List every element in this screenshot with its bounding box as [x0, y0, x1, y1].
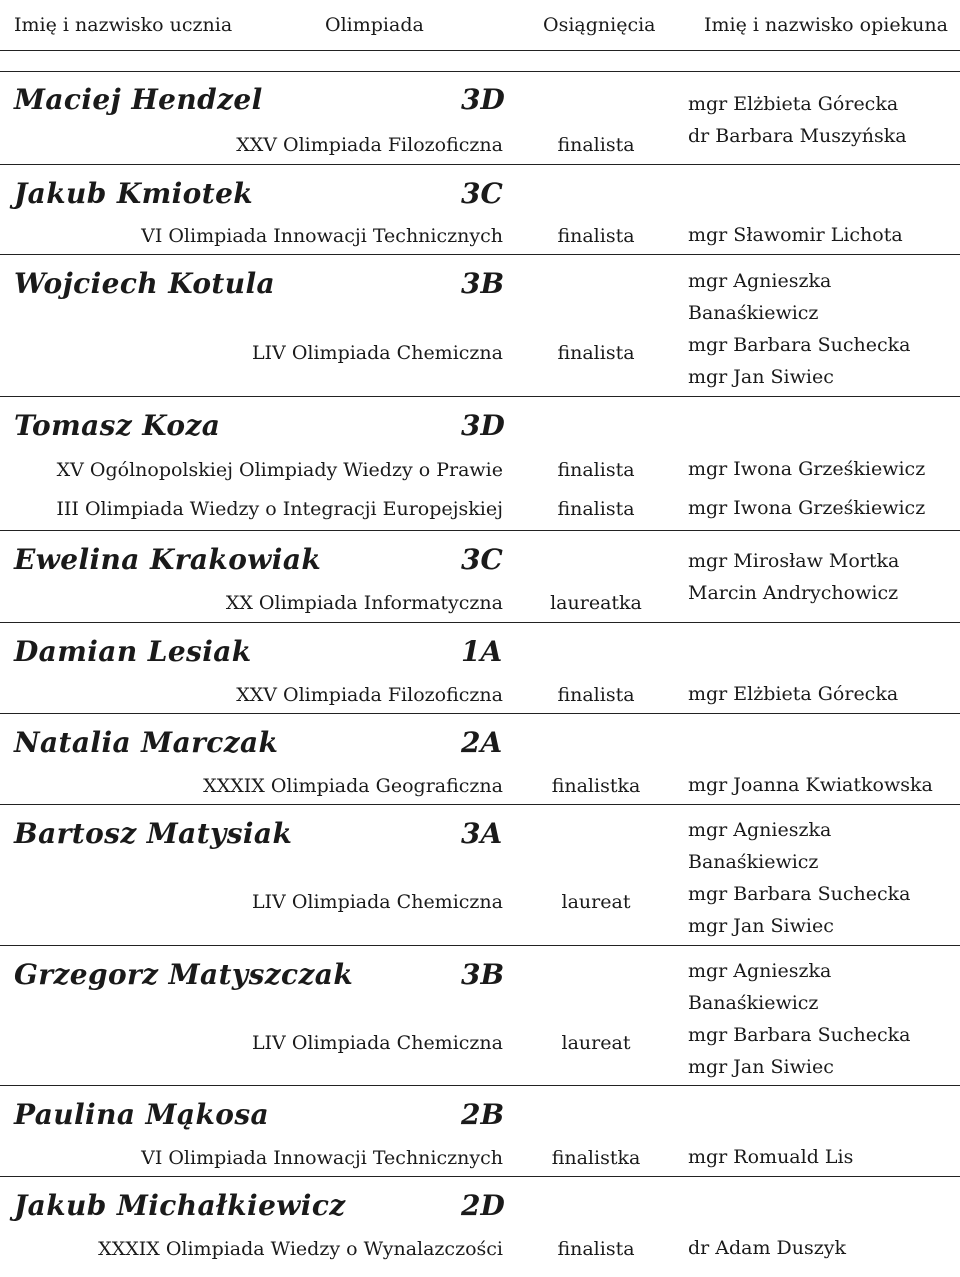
olympiad-name: LIV Olimpiada Chemiczna — [251, 891, 503, 913]
table-row — [0, 1177, 960, 1277]
tutor-name: mgr Agnieszka — [688, 270, 832, 292]
header-olympiad: Olimpiada — [325, 14, 424, 36]
table-row — [0, 255, 960, 397]
tutor-name: Banaśkiewicz — [688, 302, 819, 324]
header-student: Imię i nazwisko ucznia — [14, 14, 233, 36]
olympiad-name: LIV Olimpiada Chemiczna — [251, 1032, 503, 1054]
student-class: 3B — [461, 267, 505, 300]
olympiad-name: XXXIX Olimpiada Geograficzna — [203, 775, 503, 797]
student-class: 3B — [461, 958, 505, 991]
tutor-name: mgr Jan Siwiec — [688, 1056, 834, 1078]
olympiad-name: XXV Olimpiada Filozoficzna — [236, 134, 503, 156]
olympiad-name: LIV Olimpiada Chemiczna — [251, 342, 503, 364]
achievement: finalistka — [551, 775, 641, 797]
table-row — [0, 165, 960, 255]
achievement: laureat — [561, 891, 631, 913]
table-row — [0, 71, 960, 165]
results-table — [0, 71, 960, 1277]
student-class: 1A — [461, 635, 503, 668]
olympiad-name: XV Ogólnopolskiej Olimpiady Wiedzy o Prawie — [56, 459, 503, 481]
header-tutor: Imię i nazwisko opiekuna — [704, 14, 948, 36]
student-class: 2D — [461, 1189, 505, 1222]
student-name: Damian Lesiak — [14, 635, 252, 668]
tutor-list — [688, 814, 958, 942]
olympiad-name: XX Olimpiada Informatyczna — [225, 592, 503, 614]
table-row — [0, 946, 960, 1086]
table-row — [0, 805, 960, 946]
tutor-name: mgr Agnieszka — [688, 960, 832, 982]
student-name: Jakub Kmiotek — [14, 177, 254, 210]
student-name: Ewelina Krakowiak — [14, 543, 322, 576]
student-class: 3C — [461, 543, 503, 576]
achievement: laureatka — [550, 592, 642, 614]
table-row — [0, 531, 960, 623]
tutor-name: mgr Barbara Suchecka — [688, 1024, 911, 1046]
student-name: Paulina Mąkosa — [14, 1098, 270, 1131]
tutor-name: mgr Iwona Grześkiewicz — [688, 497, 926, 519]
tutor-list — [688, 955, 958, 1083]
tutor-name: mgr Elżbieta Górecka — [688, 683, 899, 705]
tutor-list — [688, 1141, 958, 1173]
student-name: Grzegorz Matyszczak — [14, 958, 354, 991]
student-class: 3D — [461, 83, 505, 116]
achievement: finalista — [557, 684, 635, 706]
tutor-list — [688, 219, 958, 251]
tutor-name: mgr Romuald Lis — [688, 1146, 854, 1168]
olympiad-name: III Olimpiada Wiedzy o Integracji Europejskiej — [56, 498, 503, 520]
tutor-list — [688, 769, 958, 801]
student-name: Wojciech Kotula — [14, 267, 276, 300]
tutor-name: mgr Iwona Grześkiewicz — [688, 458, 926, 480]
tutor-name: mgr Elżbieta Górecka — [688, 93, 899, 115]
table-row — [0, 714, 960, 805]
tutor-name: Marcin Andrychowicz — [688, 582, 899, 604]
tutor-name: Banaśkiewicz — [688, 851, 819, 873]
tutor-name: mgr Barbara Suchecka — [688, 334, 911, 356]
olympiad-name: XXV Olimpiada Filozoficzna — [236, 684, 503, 706]
tutor-name: mgr Agnieszka — [688, 819, 832, 841]
tutor-name: mgr Jan Siwiec — [688, 366, 834, 388]
table-row — [0, 397, 960, 531]
student-class: 3A — [461, 817, 503, 850]
student-name: Jakub Michałkiewicz — [14, 1189, 346, 1222]
student-class: 3D — [461, 409, 505, 442]
achievement: finalista — [557, 225, 635, 247]
achievement: finalistka — [551, 1147, 641, 1169]
olympiad-name: XXXIX Olimpiada Wiedzy o Wynalazczości — [98, 1238, 503, 1260]
tutor-name: mgr Jan Siwiec — [688, 915, 834, 937]
table-row — [0, 1086, 960, 1177]
tutor-list — [688, 1232, 958, 1264]
table-row — [0, 623, 960, 714]
tutor-name: Banaśkiewicz — [688, 992, 819, 1014]
tutor-name: mgr Barbara Suchecka — [688, 883, 911, 905]
tutor-list — [688, 88, 958, 152]
tutor-list — [688, 545, 958, 609]
tutor-name: dr Barbara Muszyńska — [688, 125, 907, 147]
olympiad-name: VI Olimpiada Innowacji Technicznych — [141, 225, 503, 247]
tutor-name: mgr Joanna Kwiatkowska — [688, 774, 933, 796]
tutor-name: mgr Mirosław Mortka — [688, 550, 900, 572]
student-name: Tomasz Koza — [14, 409, 221, 442]
student-class: 2A — [461, 726, 503, 759]
olympiad-name: VI Olimpiada Innowacji Technicznych — [141, 1147, 503, 1169]
student-name: Maciej Hendzel — [14, 83, 263, 116]
header-achievement: Osiągnięcia — [543, 14, 656, 36]
student-name: Natalia Marczak — [14, 726, 279, 759]
achievement: laureat — [561, 1032, 631, 1054]
achievement: finalista — [557, 342, 635, 364]
achievement: finalista — [557, 1238, 635, 1260]
tutor-name: mgr Sławomir Lichota — [688, 224, 903, 246]
student-name: Bartosz Matysiak — [14, 817, 293, 850]
header-divider-top — [0, 50, 960, 51]
tutor-list — [688, 265, 958, 393]
tutor-name: dr Adam Duszyk — [688, 1237, 847, 1259]
student-class: 2B — [461, 1098, 505, 1131]
achievement: finalista — [557, 459, 635, 481]
table-header — [0, 0, 960, 50]
student-class: 3C — [461, 177, 503, 210]
achievement: finalista — [557, 134, 635, 156]
tutor-list — [688, 678, 958, 710]
achievement: finalista — [557, 498, 635, 520]
